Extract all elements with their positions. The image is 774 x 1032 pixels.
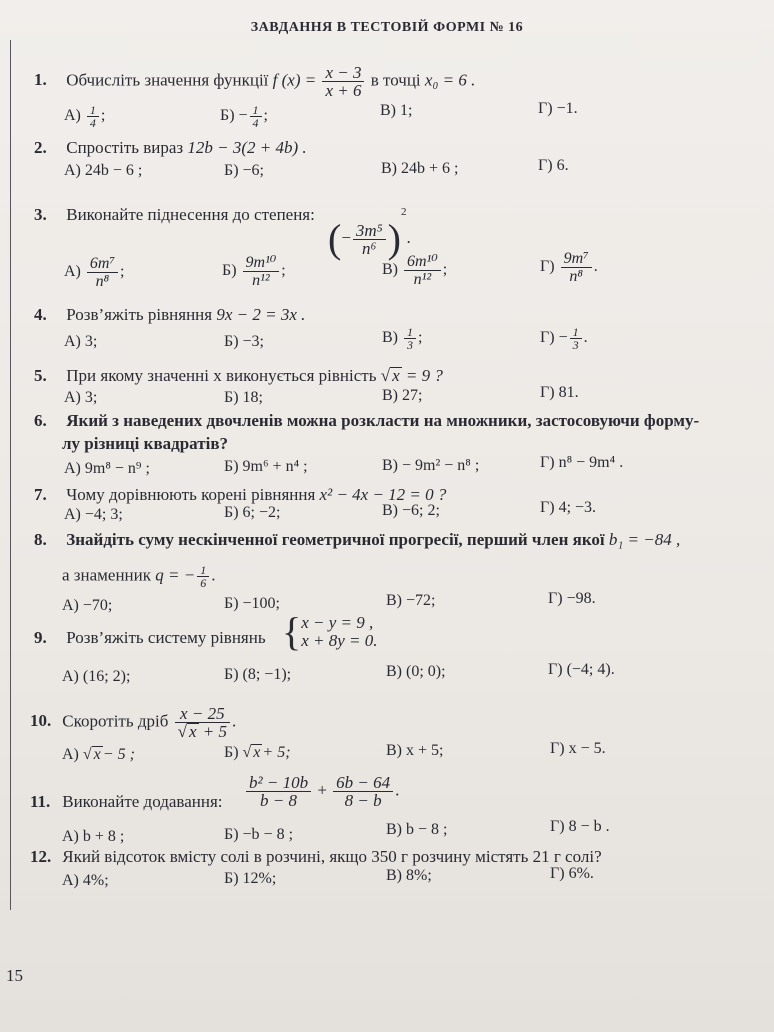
plus-sign: + [317, 780, 327, 800]
question-number: 12. [30, 847, 52, 866]
q5-option-d: Г) 81. [540, 384, 579, 401]
fraction-denominator: 6 [200, 576, 207, 590]
question-number: 7. [34, 485, 47, 504]
q4-option-c [382, 326, 422, 351]
q3-option-b [222, 254, 286, 289]
q3-option-c [382, 253, 447, 288]
left-paren: ( [328, 216, 342, 262]
option-fraction [561, 250, 592, 285]
question-text: Виконайте піднесення до степеня: [66, 205, 315, 224]
question-text: а знаменник [62, 565, 152, 585]
option-fraction [87, 255, 118, 290]
option-tail: . [583, 329, 588, 347]
q11-option-d: Г) 8 − b . [550, 818, 610, 835]
question-text: Виконайте додавання: [62, 792, 223, 811]
fraction-denominator: 3 [407, 338, 413, 352]
page-title: ЗАВДАННЯ В ТЕСТОВІЙ ФОРМІ № 16 [250, 20, 524, 35]
ratio-fraction [197, 564, 209, 589]
question-8-cont [62, 564, 215, 589]
q4-option-b: Б) −3; [224, 333, 264, 350]
question-number: 5. [34, 366, 47, 385]
q1-option-b [220, 104, 268, 129]
option-fraction [243, 254, 280, 289]
option-tail: ; [442, 261, 448, 279]
question-number: 11. [30, 792, 51, 811]
question-text: Який з наведених двочленів можна розкласти на множники, застосовуючи форму- [66, 411, 700, 430]
fraction-numerator: 1 [404, 326, 416, 339]
q3-option-a [64, 255, 124, 290]
ratio-tail: . [211, 565, 216, 585]
question-number: 2. [34, 138, 47, 157]
q12-option-d: Г) 6%. [550, 865, 594, 882]
question-at: в точці [370, 70, 421, 90]
fraction-denominator: 4 [252, 116, 259, 130]
sqrt-argument: x [93, 746, 101, 763]
fraction-numerator: 9m⁷ [561, 250, 592, 268]
denominator-tail: + 5 [202, 722, 227, 741]
question-6 [34, 411, 699, 431]
q7-option-c: В) −6; 2; [382, 502, 440, 519]
option-tail: . [593, 258, 598, 276]
system-equations [301, 614, 377, 650]
question-fraction [175, 705, 230, 740]
option-tail: ; [418, 329, 423, 347]
option-label: Б) [220, 107, 235, 125]
question-number: 9. [34, 628, 47, 647]
fraction-denominator: 3 [572, 338, 579, 352]
fraction-denominator: √ x + 5 [177, 722, 227, 741]
question-4 [34, 305, 305, 325]
expression-tail: . [395, 780, 400, 800]
question-number: 1. [34, 70, 47, 90]
equation-2: x + 8y = 0. [301, 631, 378, 650]
q6-option-c: В) − 9m² − n⁸ ; [382, 457, 480, 474]
question-number: 6. [34, 411, 47, 430]
fraction-denominator: 4 [89, 116, 96, 130]
question-text: Обчисліть значення функції [66, 70, 269, 90]
fraction-denominator: n⁸ [95, 273, 110, 290]
q12-option-c: В) 8%; [386, 867, 432, 884]
q4-option-d [540, 326, 588, 351]
margin-rule [10, 40, 11, 910]
q7-option-a: А) −4; 3; [64, 506, 123, 523]
q9-option-b: Б) (8; −1); [224, 666, 292, 683]
q11-expression [244, 774, 399, 809]
option-tail: ; [263, 107, 268, 125]
q12-option-b: Б) 12%; [224, 870, 277, 887]
fraction-denominator: b − 8 [260, 791, 298, 810]
q1-option-d: Г) −1. [538, 100, 578, 117]
option-tail: ; [100, 107, 106, 125]
question-text: Знайдіть суму нескінченної геометричної прогресії, перший член якої [66, 530, 605, 549]
option-fraction [404, 326, 416, 351]
option-label: А) [64, 263, 81, 281]
q11-option-c: В) b − 8 ; [386, 821, 448, 838]
q5-option-a: А) 3; [64, 389, 98, 406]
question-11 [30, 792, 223, 812]
option-sign: − [558, 329, 568, 347]
q5-option-c: В) 27; [382, 387, 423, 404]
option-tail: ; [120, 263, 125, 281]
question-expression: 12b − 3(2 + 4b) . [187, 138, 307, 157]
question-1 [34, 64, 475, 99]
fraction-numerator: x − 25 [175, 705, 230, 723]
q10-option-b: Б) √ x + 5; [224, 744, 291, 761]
question-expression: = 9 ? [405, 366, 443, 385]
q1-option-a [64, 104, 105, 129]
fraction-denominator: 8 − b [344, 791, 382, 810]
q3-option-d [540, 250, 598, 285]
fraction-denominator: n¹² [252, 272, 270, 289]
option-label: А) [64, 107, 81, 125]
q6-option-d: Г) n⁸ − 9m⁴ . [540, 454, 624, 471]
sqrt-argument: x [253, 744, 261, 761]
fraction-numerator: 1 [570, 326, 582, 339]
q8-option-c: В) −72; [386, 592, 436, 609]
expression-fraction [353, 222, 386, 257]
q6-option-a: А) 9m⁸ − n⁹ ; [64, 460, 150, 477]
fraction-numerator: 6b − 64 [333, 774, 393, 792]
option-label: Б) [222, 262, 237, 280]
fraction-numerator: 1 [250, 104, 262, 117]
fraction-numerator: 6m¹⁰ [404, 253, 441, 271]
q7-option-d: Г) 4; −3. [540, 499, 597, 516]
q10-option-c: В) x + 5; [386, 742, 444, 759]
question-text: Який відсоток вмісту солі в розчині, якщо 350 г розчину містять 21 г солі? [62, 847, 602, 866]
q2-option-d: Г) 6. [538, 157, 569, 174]
q1-option-c: В) 1; [380, 102, 413, 119]
q10-option-d: Г) x − 5. [550, 740, 606, 757]
q8-option-a: А) −70; [62, 597, 113, 614]
fraction-2 [333, 774, 393, 809]
question-expression: x² − 4x − 12 = 0 ? [319, 485, 447, 504]
question-12 [30, 847, 602, 867]
q6-option-b: Б) 9m⁶ + n⁴ ; [224, 458, 308, 475]
equation-1: x − y = 9 , [301, 613, 374, 632]
question-9 [34, 628, 266, 648]
exponent: 2 [400, 206, 407, 218]
expression-tail: . [406, 228, 411, 247]
q4-option-a: А) 3; [64, 333, 98, 350]
option-tail: ; [281, 262, 286, 280]
fraction-numerator: 1 [197, 564, 209, 577]
option-fraction [404, 253, 441, 288]
fraction-denominator: n⁶ [362, 238, 377, 258]
question-10 [30, 705, 236, 740]
question-text: Скоротіть дріб [62, 711, 169, 731]
system-brace: { [282, 609, 302, 654]
fraction-numerator: x − 3 [322, 64, 364, 82]
question-2 [34, 138, 307, 158]
option-label: Г) [540, 329, 555, 347]
q9-option-d: Г) (−4; 4). [548, 661, 615, 678]
q2-option-c: В) 24b + 6 ; [381, 160, 459, 177]
q11-option-a: А) b + 8 ; [62, 828, 125, 845]
question-number: 8. [34, 530, 47, 549]
fraction-denominator: x + 6 [325, 81, 362, 100]
fraction-numerator: 9m¹⁰ [243, 254, 280, 272]
question-text: Спростіть вираз [66, 138, 184, 157]
q10-option-a: А) √ x − 5 ; [62, 746, 135, 763]
question-text: При якому значенні x виконується рівність [66, 366, 377, 385]
function-fraction [322, 64, 364, 99]
question-3 [34, 205, 315, 225]
sqrt-argument: x [188, 722, 197, 741]
q11-option-b: Б) −b − 8 ; [224, 826, 294, 843]
question-text: Чому дорівнюють корені рівняння [66, 485, 316, 504]
point-value: x₀ = 6 . [424, 70, 476, 90]
q9-system [282, 609, 378, 654]
option-sign: − [238, 107, 248, 125]
question-text: Розв’яжіть систему рівнянь [66, 628, 266, 647]
fraction-numerator: 6m⁷ [87, 255, 118, 273]
page-number: 15 [6, 966, 23, 985]
option-tail: + 5; [262, 744, 291, 761]
q9-option-c: В) (0; 0); [386, 663, 446, 680]
minus-sign: − [341, 228, 351, 247]
function-lhs: f (x) = [272, 70, 317, 90]
q12-option-a: А) 4%; [62, 872, 109, 889]
q2-option-a: А) 24b − 6 ; [64, 162, 143, 179]
q9-option-a: А) (16; 2); [62, 668, 131, 685]
option-label: А) [62, 746, 79, 763]
q8-option-d: Г) −98. [548, 590, 596, 607]
question-tail: . [232, 711, 237, 731]
q5-option-b: Б) 18; [224, 389, 263, 406]
sqrt-argument: x [392, 366, 400, 385]
question-5: 5. При якому значенні x виконується рівність √ x = 9 ? [34, 366, 443, 385]
fraction-denominator: n¹² [413, 271, 432, 288]
fraction-numerator: 3m⁵ [353, 222, 386, 240]
fraction-1 [246, 774, 311, 809]
option-fraction [87, 104, 99, 129]
question-number: 4. [34, 305, 47, 324]
option-fraction [250, 104, 262, 129]
question-6-cont: лу різниці квадратів? [62, 434, 228, 453]
option-label: В) [382, 329, 398, 347]
question-text: Розв’яжіть рівняння [66, 305, 213, 324]
question-expression: 9x − 2 = 3x . [216, 305, 306, 324]
option-label: Б) [224, 744, 239, 761]
question-number: 10. [30, 711, 52, 731]
option-tail: − 5 ; [102, 746, 135, 763]
right-paren: ) [387, 216, 401, 262]
q7-option-b: Б) 6; −2; [224, 504, 281, 521]
fraction-numerator: 1 [87, 104, 99, 117]
option-fraction [570, 326, 582, 351]
question-number: 3. [34, 205, 47, 224]
option-label: Г) [540, 258, 555, 276]
fraction-denominator: n⁸ [569, 268, 583, 285]
q8-option-b: Б) −100; [224, 595, 280, 612]
q2-option-b: Б) −6; [224, 162, 264, 179]
first-term: b₁ = −84 , [608, 530, 681, 549]
option-label: В) [382, 261, 398, 279]
fraction-numerator: b² − 10b [246, 774, 311, 792]
question-8 [34, 530, 680, 550]
ratio-expression: q = − [155, 565, 196, 585]
